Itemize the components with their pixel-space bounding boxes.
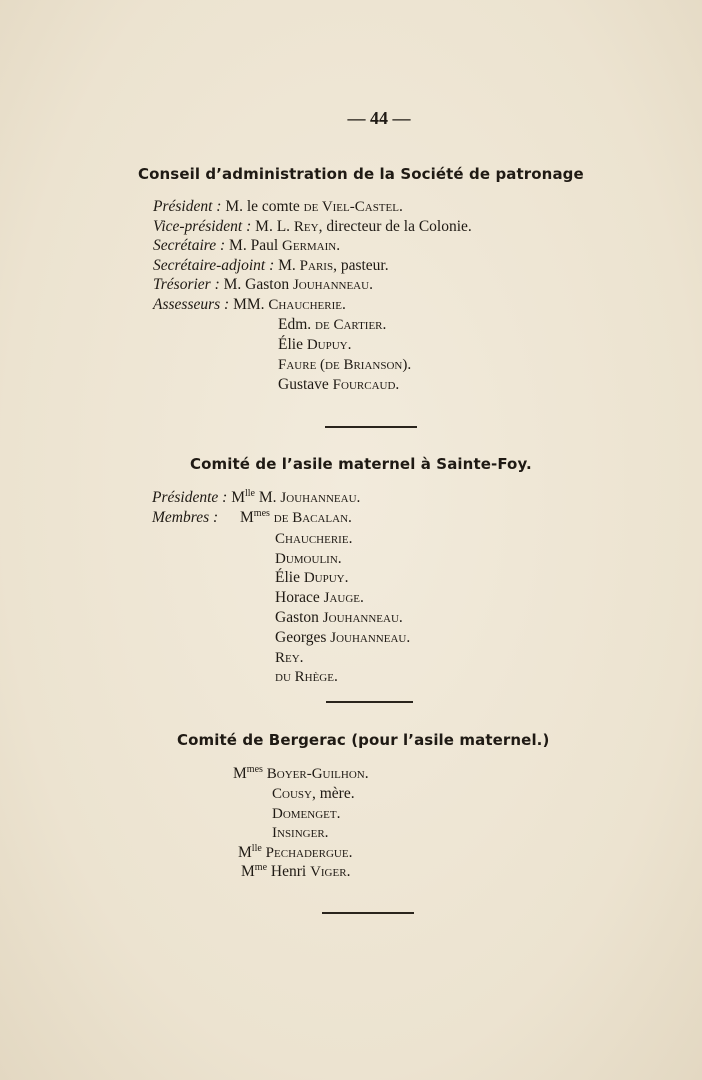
member-name: Germain bbox=[282, 238, 337, 254]
member-prefix: M. bbox=[278, 257, 300, 274]
role-label: Président : bbox=[153, 198, 222, 215]
member-row bbox=[152, 508, 352, 528]
member-title-sup: me bbox=[254, 862, 268, 873]
member-title-sup: mes bbox=[253, 508, 270, 519]
member-prefix: MM. bbox=[233, 296, 269, 313]
member-suffix: . bbox=[347, 336, 352, 353]
member-title: M bbox=[240, 509, 254, 526]
member-row bbox=[275, 549, 342, 569]
section-title-asile-sainte-foy: Comité de l’asile maternel à Sainte-Foy. bbox=[190, 455, 532, 473]
member-row bbox=[272, 823, 329, 843]
member-suffix: . bbox=[337, 550, 342, 567]
member-prefix: Élie bbox=[275, 569, 304, 586]
member-name: Rey bbox=[275, 650, 300, 666]
member-row bbox=[153, 217, 472, 237]
section-divider bbox=[322, 912, 414, 914]
member-title: M bbox=[241, 863, 255, 880]
member-row bbox=[153, 197, 403, 217]
member-name: Fourcaud bbox=[332, 377, 396, 393]
member-prefix: Edm. bbox=[278, 316, 316, 333]
member-suffix: , pasteur. bbox=[333, 257, 389, 274]
page-number: — 44 — bbox=[347, 108, 411, 128]
member-title-sup: lle bbox=[245, 488, 255, 499]
member-prefix: Horace bbox=[275, 589, 324, 606]
member-name: Faure (de Brianson) bbox=[278, 357, 408, 373]
member-name: Paris bbox=[299, 258, 334, 274]
section-title-conseil: Conseil d’administration de la Société de patronage bbox=[138, 165, 584, 183]
member-title: M bbox=[233, 765, 247, 782]
member-row bbox=[278, 315, 386, 335]
member-name: Boyer-Guilhon bbox=[266, 766, 365, 782]
member-row bbox=[238, 843, 352, 863]
member-name: Jouhanneau bbox=[330, 630, 407, 646]
member-row bbox=[275, 667, 338, 687]
member-title-sup: lle bbox=[251, 843, 262, 854]
member-row bbox=[278, 375, 399, 395]
member-prefix: M. L. bbox=[255, 218, 294, 235]
role-label: Présidente : bbox=[152, 489, 228, 506]
member-suffix: . bbox=[356, 489, 361, 506]
member-prefix: Élie bbox=[278, 336, 307, 353]
member-name: de Viel-Castel bbox=[303, 199, 399, 215]
member-title: M bbox=[238, 844, 252, 861]
member-row bbox=[152, 488, 360, 508]
role-label: Secrétaire : bbox=[153, 237, 226, 254]
member-name: Chaucherie bbox=[275, 531, 349, 547]
member-suffix: . bbox=[336, 237, 341, 254]
member-suffix: . bbox=[348, 844, 353, 861]
member-name: Jouhanneau bbox=[280, 490, 357, 506]
member-name: Insinger bbox=[272, 825, 325, 841]
member-row bbox=[278, 355, 411, 375]
member-title: M bbox=[231, 489, 245, 506]
member-name: du Rhège bbox=[275, 669, 334, 685]
member-suffix: . bbox=[324, 824, 329, 841]
member-title-sup: mes bbox=[246, 764, 263, 775]
member-row bbox=[275, 608, 403, 628]
member-row bbox=[241, 862, 350, 882]
member-row bbox=[272, 804, 340, 824]
member-name: de Cartier bbox=[315, 317, 383, 333]
member-prefix: Gaston bbox=[275, 609, 323, 626]
member-suffix: , directeur de la Colonie. bbox=[318, 218, 472, 235]
member-suffix: . bbox=[299, 649, 304, 666]
member-row bbox=[153, 275, 373, 295]
member-prefix: Gustave bbox=[278, 376, 333, 393]
member-name: Cousy bbox=[272, 786, 312, 802]
role-label: Assesseurs : bbox=[153, 296, 230, 313]
member-suffix: . bbox=[344, 569, 349, 586]
member-prefix: M. Gaston bbox=[223, 276, 293, 293]
member-suffix: . bbox=[341, 296, 346, 313]
member-name: Jouhanneau bbox=[292, 277, 370, 293]
member-name: Viger bbox=[310, 864, 347, 880]
member-name: Dumoulin bbox=[275, 551, 338, 567]
member-row bbox=[275, 588, 364, 608]
member-suffix: . bbox=[360, 589, 364, 606]
member-prefix: Georges bbox=[275, 629, 331, 646]
role-label: Secrétaire-adjoint : bbox=[153, 257, 275, 274]
member-name: Chaucherie bbox=[268, 297, 342, 313]
member-suffix: . bbox=[364, 765, 369, 782]
member-row bbox=[153, 256, 389, 276]
member-row bbox=[272, 784, 355, 804]
member-prefix: M. bbox=[255, 489, 281, 506]
member-row bbox=[275, 529, 352, 549]
member-suffix: . bbox=[406, 629, 411, 646]
member-row bbox=[275, 628, 410, 648]
role-label: Membres : bbox=[152, 509, 219, 526]
member-name: Jouhanneau bbox=[322, 610, 399, 626]
member-row bbox=[278, 335, 352, 355]
role-label: Trésorier : bbox=[153, 276, 220, 293]
member-suffix: . bbox=[398, 609, 403, 626]
member-suffix: . bbox=[346, 863, 351, 880]
member-name: Pechadergue bbox=[265, 845, 349, 861]
member-suffix: . bbox=[369, 276, 373, 293]
member-suffix: . bbox=[348, 509, 352, 526]
member-suffix: . bbox=[398, 198, 403, 215]
member-name: Dupuy bbox=[303, 570, 345, 586]
member-name: Dupuy bbox=[306, 337, 348, 353]
member-prefix: Henri bbox=[267, 863, 311, 880]
member-name: Rey bbox=[293, 219, 319, 235]
section-divider bbox=[325, 426, 417, 428]
section-divider bbox=[326, 701, 413, 703]
member-suffix: . bbox=[395, 376, 400, 393]
member-row bbox=[233, 764, 369, 784]
member-suffix: . bbox=[382, 316, 387, 333]
member-prefix: M. le comte bbox=[225, 198, 304, 215]
member-name: de Bacalan bbox=[273, 510, 349, 526]
member-suffix: , mère. bbox=[311, 785, 355, 802]
member-name: Domenget bbox=[272, 806, 337, 822]
member-prefix: M. Paul bbox=[229, 237, 283, 254]
member-name: Jauge bbox=[323, 590, 361, 606]
member-row bbox=[275, 648, 304, 668]
member-suffix: . bbox=[333, 668, 338, 685]
member-suffix: . bbox=[407, 356, 412, 373]
role-label: Vice-président : bbox=[153, 218, 252, 235]
member-row bbox=[153, 295, 346, 315]
section-title-bergerac: Comité de Bergerac (pour l’asile maternel.) bbox=[177, 731, 550, 749]
member-suffix: . bbox=[336, 805, 341, 822]
member-suffix: . bbox=[348, 530, 353, 547]
member-row bbox=[275, 568, 349, 588]
member-row bbox=[153, 236, 340, 256]
